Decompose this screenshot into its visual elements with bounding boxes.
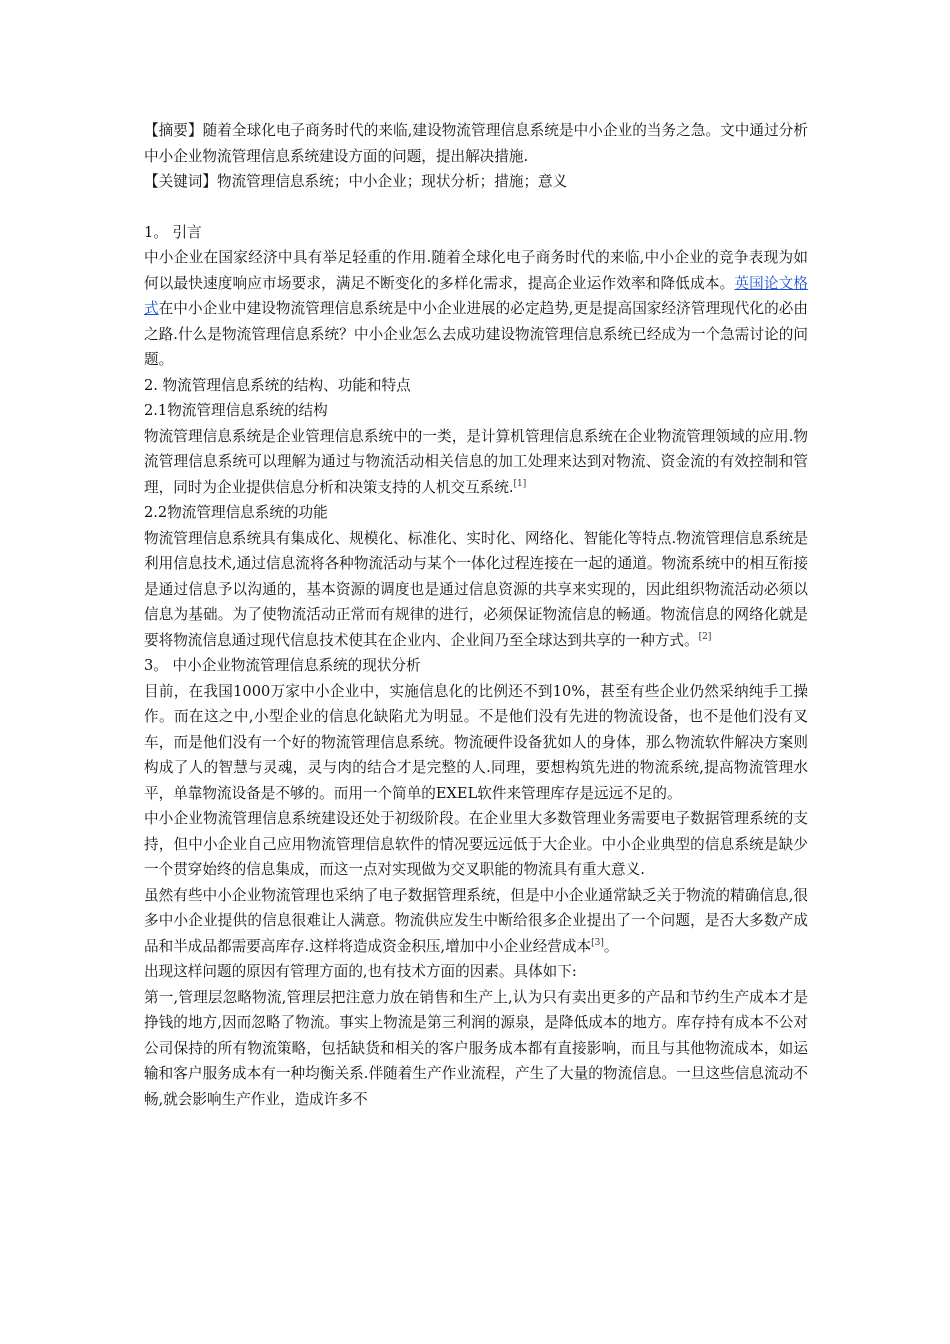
blank-line	[144, 195, 808, 220]
section-3-heading: 3。 中小企业物流管理信息系统的现状分析	[144, 657, 421, 674]
section-3-paragraph-1: 目前，在我国1000万家中小企业中，实施信息化的比例还不到10%，甚至有些企业仍然采纳纯手工操作。而在这之中,小型企业的信息化缺陷尤为明显。不是他们没有先进的物流设备，也不是他们没有叉车，而是他们没有一个好的物流管理信息系统。物流硬件设备犹如人的身体，那么物流软件解决方案则构成了人的智慧与灵魂，灵与肉的结合才是完整的人.同理，要想构筑先进的物流系统,提高物流管理水平，单靠物流设备是不够的。而用一个简单的EXEL软件来管理库存是远远不足的。	[144, 682, 808, 802]
section-3-paragraph-3	[144, 883, 808, 960]
document-page	[144, 118, 808, 1112]
citation-2: [2]	[698, 631, 712, 642]
section-2-2-heading: 2.2物流管理信息系统的功能	[144, 504, 328, 521]
citation-3: [3]	[591, 937, 604, 948]
section-2-1-text: 物流管理信息系统是企业管理信息系统中的一类，是计算机管理信息系统在企业物流管理领域的应用.物流管理信息系统可以理解为通过与物流活动相关信息的加工处理来达到对物流、资金流的有效控制和管理，同时为企业提供信息分析和决策支持的人机交互系统.	[144, 427, 808, 496]
section-3-paragraph-2: 中小企业物流管理信息系统建设还处于初级阶段。在企业里大多数管理业务需要电子数据管理系统的支持，但中小企业自己应用物流管理信息软件的情况要远远低于大企业。中小企业典型的信息系统是缺少一个贯穿始终的信息集成，而这一点对实现做为交叉职能的物流具有重大意义.	[144, 810, 808, 878]
paper-format-link[interactable]: 英国论文格式	[144, 274, 808, 317]
section-2-2-text: 物流管理信息系统具有集成化、规模化、标准化、实时化、网络化、智能化等特点.物流管理信息系统是利用信息技术,通过信息流将各种物流活动与某个一体化过程连接在一起的通道。物流系统中的相互衔接是通过信息予以沟通的，基本资源的调度也是通过信息资源的共享来实现的，因此组织物流活动必须以信息为基础。为了使物流活动正常而有规律的进行，必须保证物流信息的畅通。物流信息的网络化就是要将物流信息通过现代信息技术使其在企业内、企业间乃至全球达到共享的一种方式。	[144, 529, 808, 649]
keywords: 【关键词】物流管理信息系统；中小企业；现状分析；措施；意义	[144, 173, 568, 190]
abstract: 【摘要】随着全球化电子商务时代的来临,建设物流管理信息系统是中小企业的当务之急。文中通过分析中小企业物流管理信息系统建设方面的问题，提出解决措施.	[144, 122, 808, 165]
section-3-paragraph-3-end: 。	[603, 937, 619, 955]
citation-1: [1]	[513, 478, 527, 489]
section-2-1-heading: 2.1物流管理信息系统的结构	[144, 402, 328, 419]
section-2-heading: 2. 物流管理信息系统的结构、功能和特点	[144, 376, 411, 394]
section-2-2-paragraph	[144, 526, 808, 654]
section-1-paragraph	[144, 245, 808, 373]
section-1-heading: 1。 引言	[144, 223, 202, 241]
section-3-paragraph-5: 第一,管理层忽略物流,管理层把注意力放在销售和生产上,认为只有卖出更多的产品和节约生产成本才是挣钱的地方,因而忽略了物流。事实上物流是第三利润的源泉，是降低成本的地方。库存持有成本不公对公司保持的所有物流策略，包括缺货和相关的客户服务成本都有直接影响，而且与其他物流成本，如运输和客户服务成本有一种均衡关系.伴随着生产作业流程，产生了大量的物流信息。一旦这些信息流动不畅,就会影响生产作业，造成许多不	[144, 988, 808, 1108]
section-1-text-b: 在中小企业中建设物流管理信息系统是中小企业进展的必定趋势,更是提高国家经济管理现代化的必由之路.什么是物流管理信息系统？中小企业怎么去成功建设物流管理信息系统已经成为一个急需讨论的问题。	[144, 300, 808, 368]
section-3-paragraph-4: 出现这样问题的原因有管理方面的,也有技术方面的因素。具体如下:	[144, 963, 577, 980]
section-1-text-a: 中小企业在国家经济中具有举足轻重的作用.随着全球化电子商务时代的来临,中小企业的竞争表现为如何以最快速度响应市场要求，满足不断变化的多样化需求，提高企业运作效率和降低成本。	[144, 249, 808, 292]
section-2-1-paragraph	[144, 424, 808, 501]
section-3-paragraph-3-text: 虽然有些中小企业物流管理也采纳了电子数据管理系统，但是中小企业通常缺乏关于物流的精确信息,很多中小企业提供的信息很难让人满意。物流供应发生中断给很多企业提出了一个问题，是否大多数产成品和半成品都需要高库存.这样将造成资金积压,增加中小企业经营成本	[144, 886, 808, 955]
